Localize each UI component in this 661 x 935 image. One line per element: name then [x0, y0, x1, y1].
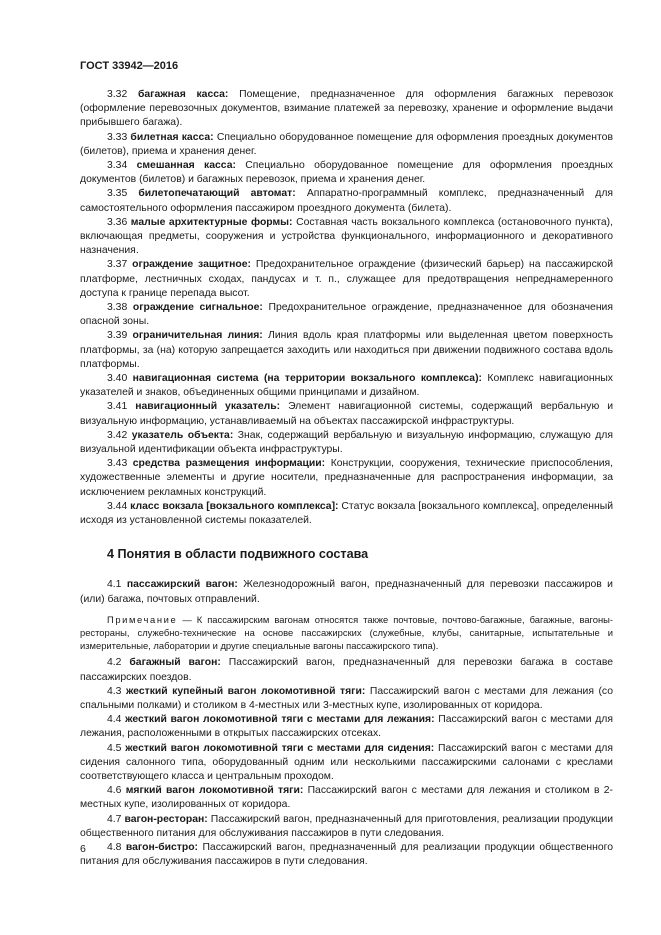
entry-text: Статус вокзала [вокзального комплекса], определенный исходя из установленной системы показателей.	[80, 500, 614, 527]
entry-number: 3.43	[107, 458, 128, 470]
entry-term: мягкий вагон локомотивной тяги:	[125, 785, 304, 797]
note	[80, 613, 613, 653]
entry-term: указатель объекта:	[131, 429, 234, 441]
entry-text: Железнодорожный вагон, предназначенный для перевозки пассажиров и (или) багажа, почтовых отправлений.	[80, 579, 613, 605]
entry-text: Элемент навигационной системы, содержащий вербальную и визуальную информацию, устанавливаемый на объектах пассажирской инфраструктуры.	[80, 401, 614, 427]
definition-entry	[80, 713, 613, 741]
entry-term: навигационная система (на территории вокзального комплекса):	[132, 373, 482, 385]
entry-term: багажный вагон:	[129, 657, 221, 669]
entry-term: средства размещения информации:	[132, 458, 326, 470]
definition-entry	[80, 578, 613, 606]
page-number: 6	[80, 843, 86, 855]
entry-number: 4.8	[107, 841, 122, 853]
entry-text: Пассажирский вагон, предназначенный для перевозки багажа в составе пассажирских поездов.	[80, 657, 614, 683]
entry-term: малые архитектурные формы:	[130, 216, 293, 228]
entry-number: 4.2	[107, 657, 122, 669]
definition-entry	[80, 685, 613, 713]
document-body	[80, 88, 613, 869]
entry-term: смешанная касса:	[136, 160, 236, 172]
entry-text: Конструкции, сооружения, технические приспособления, художественные элементы и другие носители, предназначенные для распространения информации, за исключением рекламных конструкций.	[80, 458, 614, 498]
entry-text: Специально оборудованное помещение для оформления проездных документов (билетов) и багажных перевозок, приема и хранения денег.	[80, 160, 613, 186]
definition-entry	[80, 813, 613, 841]
entry-term: вагон-ресторан:	[124, 813, 208, 825]
entry-text: Помещение, предназначенное для оформления багажных перевозок (оформление перевозочных документов, взимание платежей за перевозку, хранение и оформление выдачи прибывшего багажа).	[80, 89, 614, 129]
entry-term: ограждение сигнальное:	[132, 302, 263, 314]
definition-entry	[80, 457, 613, 500]
definition-entry	[80, 216, 613, 259]
entry-number: 3.37	[107, 259, 128, 271]
entry-number: 3.41	[107, 401, 128, 413]
definition-entry	[80, 301, 613, 329]
note-text: — К пассажирским вагонам относятся также почтовые, почтово-багажные, багажные, вагоны-рестораны, служебно-технические на основе пассажирских (служебные, клубы, санитарные, испытательные и измерительные, лаборатории и другие специальные вагоны пассажирского типа).	[80, 613, 613, 652]
entry-number: 3.38	[107, 302, 128, 314]
entry-number: 4.1	[107, 579, 122, 591]
entry-number: 3.40	[107, 373, 128, 385]
entry-number: 3.42	[107, 429, 128, 441]
entry-term: багажная касса:	[137, 89, 229, 100]
entry-text: Пассажирский вагон с местами для сидения салонного типа, оборудованный одним или несколькими пассажирскими салонами с креслами соответствующего класса и центральным проходом.	[80, 742, 613, 782]
note-label: Примечание	[107, 613, 178, 625]
entry-term: ограждение защитное:	[132, 259, 251, 271]
entry-number: 3.34	[107, 160, 128, 172]
section-title: 4 Понятия в области подвижного состава	[107, 547, 369, 562]
entry-number: 4.4	[107, 714, 122, 726]
section3-entries	[80, 88, 613, 528]
entry-text: Пассажирский вагон, предназначенный для приготовления, реализации продукции общественного питания для обслуживания пассажиров в пути следования.	[80, 813, 614, 839]
entry-text: Линия вдоль края платформы или выделенная цветом поверхность платформы, за (на) которую запрещается заходить или находиться при движении подвижного состава вдоль платформы.	[80, 330, 613, 370]
entry-number: 4.5	[107, 742, 122, 754]
entry-term: класс вокзала [вокзального комплекса]:	[130, 500, 339, 512]
entry-number: 3.32	[107, 89, 128, 100]
definition-entry	[80, 187, 613, 215]
entry-number: 4.7	[107, 813, 122, 825]
entry-text: Пассажирский вагон с местами для лежания, расположенными в открытых пассажирских отсеках.	[80, 714, 614, 740]
entry-term: вагон-бистро:	[125, 841, 199, 853]
entry-term: пассажирский вагон:	[126, 579, 238, 591]
entry-text: Пассажирский вагон с местами для лежания (со спальными полками) и столиком в 4-местных или 3-местных купе, изолированных от коридора.	[80, 685, 613, 711]
entry-number: 3.33	[107, 131, 128, 143]
entry-term: жесткий вагон локомотивной тяги с местами для сидения:	[125, 742, 435, 754]
definition-entry	[80, 841, 613, 869]
entry-text: Аппаратно-программный комплекс, предназначенный для самостоятельного оформления пассажиром проездного документа (билета).	[80, 188, 614, 214]
entry-text: Знак, содержащий вербальную и визуальную информацию, служащую для визуальной идентификации объекта инфраструктуры.	[80, 429, 613, 456]
entry-number: 4.6	[107, 785, 122, 797]
definition-entry	[80, 400, 613, 428]
entry-number: 3.39	[107, 330, 128, 342]
definition-entry	[80, 500, 613, 528]
entry-term: билетопечатающий автомат:	[138, 188, 296, 200]
entry-term: жесткий вагон локомотивной тяги с местами для лежания:	[125, 714, 435, 726]
entry-text: Предохранительное ограждение (физический барьер) на пассажирской платформе, лестничных сходах, пандусах и т. п., служащее для предотвращения непреднамеренного доступа к границе перепада высот.	[80, 259, 614, 299]
definition-entry	[80, 131, 613, 159]
entry-term: жесткий купейный вагон локомотивной тяги:	[125, 685, 366, 697]
entry-number: 3.35	[107, 188, 128, 200]
section4-entries	[80, 656, 613, 869]
entry-text: Составная часть вокзального комплекса (остановочного пункта), включающая предметы, сооружения и устройства функционального, информационного и декоративного назначения.	[80, 216, 613, 257]
definition-entry	[80, 656, 613, 684]
definition-entry	[80, 784, 613, 812]
entry-text: Предохранительное ограждение, предназначенное для обозначения опасной зоны.	[80, 302, 613, 328]
definition-entry	[80, 159, 613, 187]
definition-entry	[80, 372, 613, 400]
document-header: ГОСТ 33942—2016	[80, 60, 179, 72]
entry-term: билетная касса:	[130, 131, 214, 143]
entry-number: 4.3	[107, 685, 122, 697]
definition-entry	[80, 329, 613, 372]
entry-term: навигационный указатель:	[135, 401, 281, 413]
entry-number: 3.36	[107, 216, 128, 228]
definition-entry	[80, 742, 613, 785]
definition-entry	[80, 429, 613, 457]
definition-entry	[80, 88, 613, 131]
entry-term: ограничительная линия:	[132, 330, 263, 342]
definition-entry	[80, 258, 613, 301]
entry-number: 3.44	[107, 500, 128, 512]
entry-text: Пассажирский вагон, предназначенный для реализации продукции общественного питания для обслуживания пассажиров в пути следования.	[80, 841, 613, 868]
entry-text: Пассажирский вагон с местами для лежания и столиком в 2-местных купе, изолированных от коридора.	[80, 785, 613, 811]
entry-text: Специально оборудованное помещение для оформления проездных документов (билетов), приема и хранения денег.	[80, 131, 613, 157]
entry-text: Комплекс навигационных указателей и знаков, объединенных общими принципами и дизайном.	[80, 373, 613, 399]
